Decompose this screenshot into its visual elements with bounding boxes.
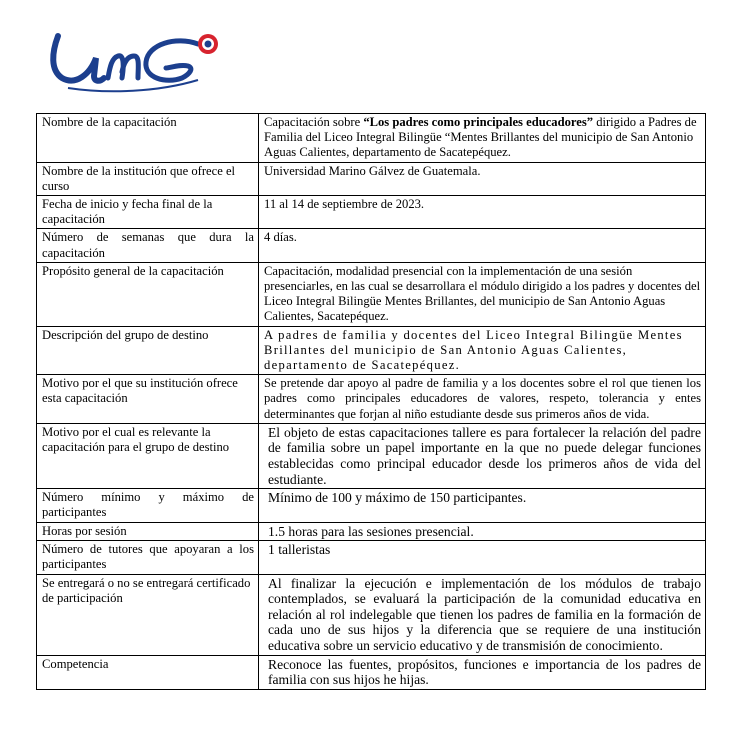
row-value: 11 al 14 de septiembre de 2023. (259, 196, 706, 229)
table-row (37, 541, 706, 574)
row-value: El objeto de estas capacitaciones tallere es para fortalecer la relación del padre de familia sobre un papel importante en la que no puede delegar funciones establecidas como principal educador desde los primeros años de vida del estudiante. (259, 423, 706, 488)
logo-seal-icon (198, 34, 218, 54)
table-row (37, 522, 706, 541)
row-value: 1 talleristas (259, 541, 706, 574)
table-row (37, 423, 706, 488)
row-label: Nombre de la capacitación (37, 114, 259, 163)
row-label: Fecha de inicio y fecha final de la capacitación (37, 196, 259, 229)
row-label: Número de tutores que apoyaran a los participantes (37, 541, 259, 574)
row-label: Número mínimo y máximo de participantes (37, 489, 259, 522)
row-label: Motivo por el que su institución ofrece esta capacitación (37, 375, 259, 424)
row-label: Competencia (37, 655, 259, 689)
row-value: 4 días. (259, 229, 706, 262)
table-row (37, 114, 706, 163)
row-value: Se pretende dar apoyo al padre de familia y a los docentes sobre el rol que tienen los padres como principales educadores de valores, respeto, tolerancia y entes determinantes que forjan al niño estudiante desde sus primeros años de vida. (259, 375, 706, 424)
row-value: Mínimo de 100 y máximo de 150 participantes. (259, 489, 706, 522)
capacitacion-table (36, 113, 706, 690)
table-row (37, 196, 706, 229)
table-row (37, 375, 706, 424)
logo-letter-u (53, 36, 104, 81)
logo-letter-m (108, 56, 138, 78)
table-row (37, 262, 706, 326)
logo-letter-g (146, 41, 198, 80)
row-value: Universidad Marino Gálvez de Guatemala. (259, 162, 706, 195)
row-label: Propósito general de la capacitación (37, 262, 259, 326)
row-value: Al finalizar la ejecución e implementación de los módulos de trabajo contemplados, se evaluará la participación de la comunidad educativa en relación al rol indelegable que tienen los padres de familia en la formación de cada uno de sus hijos y la diferencia que se requiere de una institución educativa sobre un servicio educativo y de transmisión de conocimiento. (259, 574, 706, 655)
row-label: Nombre de la institución que ofrece el curso (37, 162, 259, 195)
row-label: Motivo por el cual es relevante la capacitación para el grupo de destino (37, 423, 259, 488)
table-row (37, 489, 706, 522)
row-label: Se entregará o no se entregará certificado de participación (37, 574, 259, 655)
row-value: A padres de familia y docentes del Liceo Integral Bilingüe Mentes Brillantes del municipio de San Antonio Aguas Calientes, departamento de Sacatepéquez. (259, 326, 706, 375)
row-value: Capacitación, modalidad presencial con la implementación de una sesión presenciarles, en las cual se desarrollara el módulo dirigido a los padres y docentes del Liceo Integral Bilingüe Mentes Brillantes, del municipio de San Antonio Aguas Calientes, Sacatepéquez. (259, 262, 706, 326)
table-row (37, 574, 706, 655)
table-row (37, 326, 706, 375)
table-row (37, 655, 706, 689)
row-label: Horas por sesión (37, 522, 259, 541)
table-row (37, 229, 706, 262)
row-label: Descripción del grupo de destino (37, 326, 259, 375)
table-row (37, 162, 706, 195)
umg-logo (48, 22, 228, 94)
row-value: Reconoce las fuentes, propósitos, funciones e importancia de los padres de familia con sus hijos he hijas. (259, 655, 706, 689)
row-value: Capacitación sobre “Los padres como principales educadores” dirigido a Padres de Familia del Liceo Integral Bilingüe “Mentes Brillantes del municipio de San Antonio Aguas Calientes, departamento de Sacatepéquez. (259, 114, 706, 163)
row-label: Número de semanas que dura la capacitación (37, 229, 259, 262)
row-value: 1.5 horas para las sesiones presencial. (259, 522, 706, 541)
